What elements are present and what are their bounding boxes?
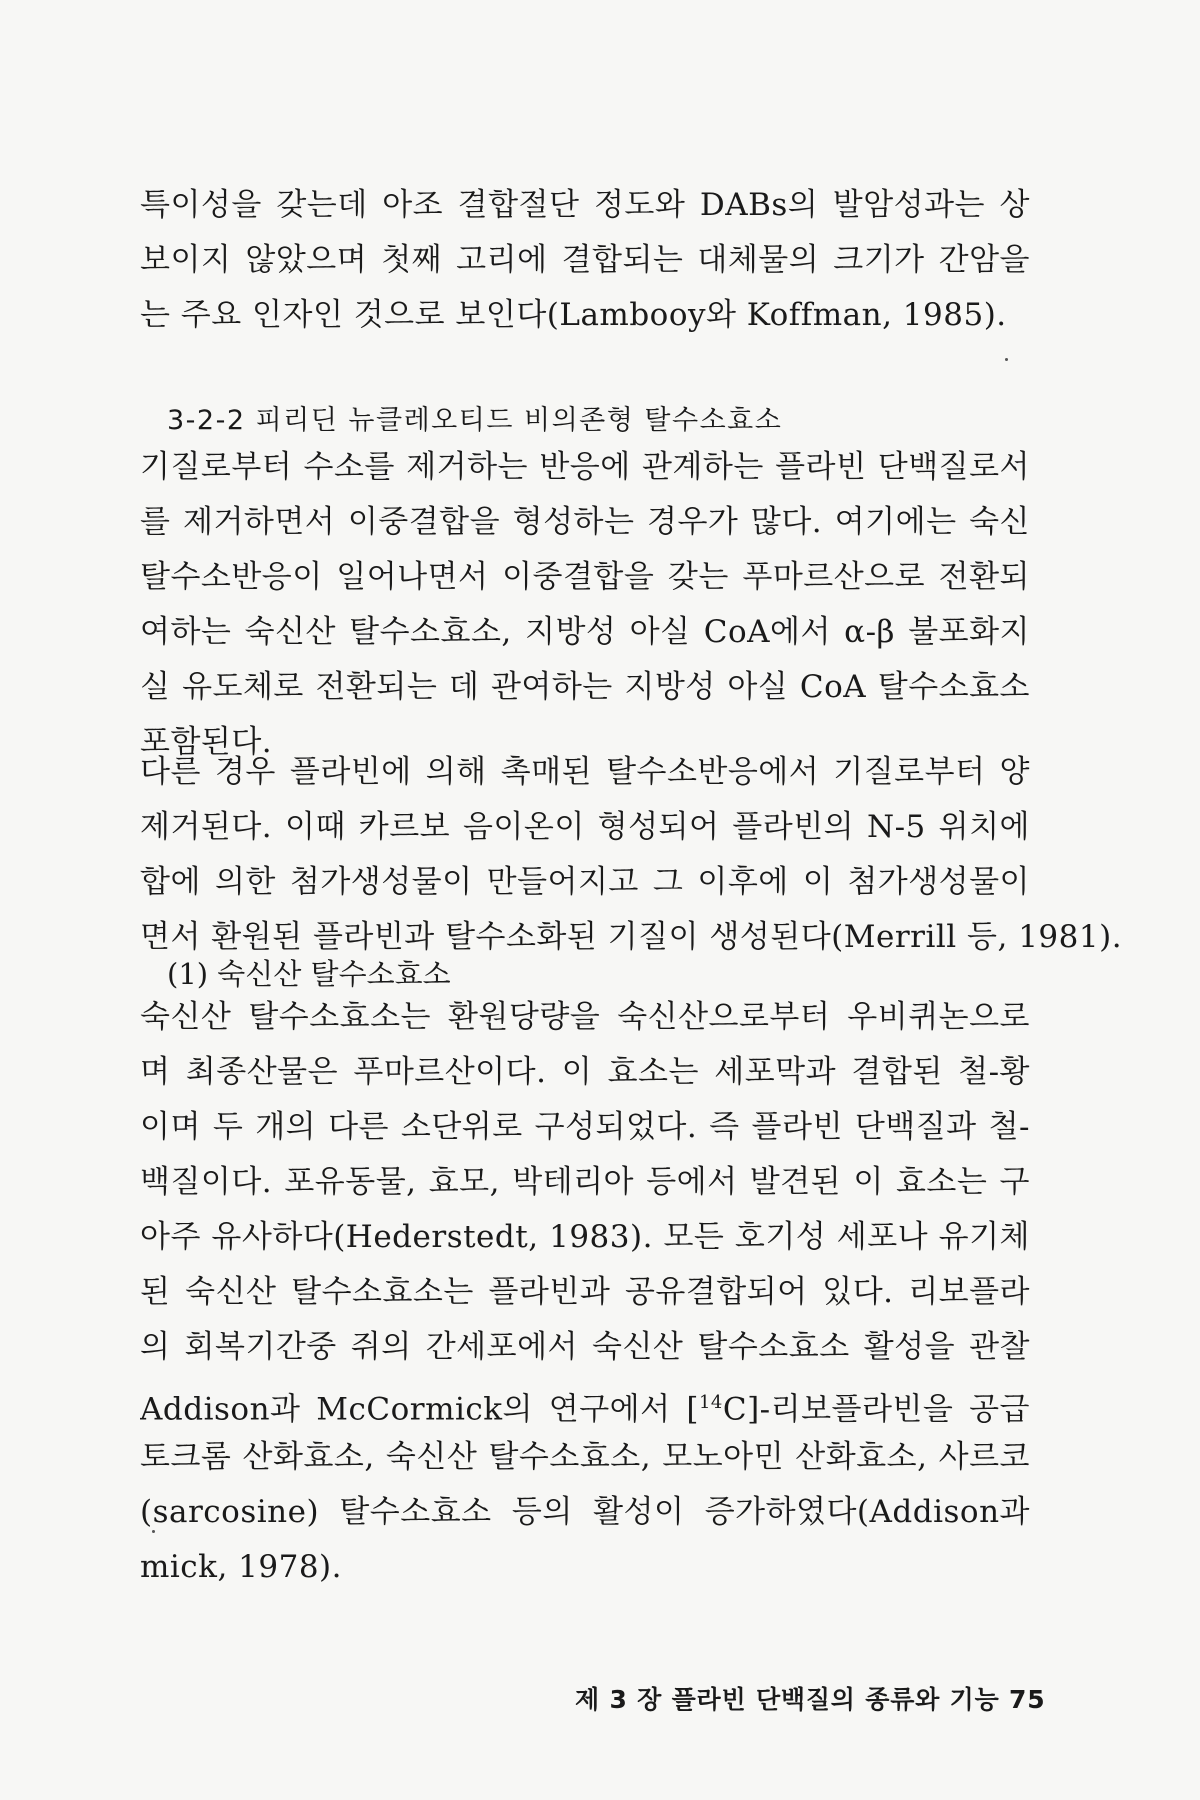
text-line: 며 최종산물은 푸마르산이다. 이 효소는 세포막과 결합된 철-황	[140, 1054, 1030, 1090]
text-line: 특이성을 갖는데 아조 결합절단 정도와 DABs의 발암성과는 상	[140, 187, 1030, 223]
text-line: 실 유도체로 전환되는 데 관여하는 지방성 아실 CoA 탈수소효소	[140, 669, 1030, 705]
subsection-heading: (1) 숙신산 탈수소효소	[167, 957, 451, 991]
text-line: 포함된다.	[140, 724, 273, 760]
paragraph-dehydrogenase-intro	[140, 440, 1030, 770]
text-line: 의 회복기간중 쥐의 간세포에서 숙신산 탈수소효소 활성을 관찰	[140, 1329, 1030, 1365]
text-line: 된 숙신산 탈수소효소는 플라빈과 공유결합되어 있다. 리보플라	[140, 1274, 1030, 1310]
isotope-superscript: 14	[698, 1392, 723, 1413]
text-line: mick, 1978).	[140, 1549, 343, 1585]
text-line: 아주 유사하다(Hederstedt, 1983). 모든 호기성 세포나 유기체	[140, 1219, 1030, 1255]
text-line: 합에 의한 첨가생성물이 만들어지고 그 이후에 이 첨가생성물이	[140, 864, 1030, 900]
text-line: 를 제거하면서 이중결합을 형성하는 경우가 많다. 여기에는 숙신	[140, 504, 1030, 540]
text-line: 탈수소반응이 일어나면서 이중결합을 갖는 푸마르산으로 전환되	[140, 559, 1030, 595]
text-line: 백질이다. 포유동물, 효모, 박테리아 등에서 발견된 이 효소는 구	[140, 1164, 1030, 1200]
text-line: 제거된다. 이때 카르보 음이온이 형성되어 플라빈의 N-5 위치에	[140, 809, 1030, 845]
text-line: 는 주요 인자인 것으로 보인다(Lambooy와 Koffman, 1985).	[140, 297, 1007, 333]
text-line: 다른 경우 플라빈에 의해 촉매된 탈수소반응에서 기질로부터 양	[140, 754, 1030, 790]
text-line: 이며 두 개의 다른 소단위로 구성되었다. 즉 플라빈 단백질과 철-	[140, 1109, 1030, 1145]
text-line: 보이지 않았으며 첫째 고리에 결합되는 대체물의 크기가 간암을	[140, 242, 1030, 278]
text-line: (sarcosine) 탈수소효소 등의 활성이 증가하였다(Addison과	[140, 1494, 1030, 1530]
text-line: Addison과 McCormick의 연구에서 [$^{14}$C]-리보플라빈을 공급	[140, 1391, 1030, 1428]
paragraph-top	[140, 178, 1030, 343]
section-heading: 3-2-2 피리딘 뉴클레오티드 비의존형 탈수소효소	[167, 405, 783, 436]
paragraph-succinate-dehydrogenase	[140, 990, 1030, 1595]
scan-speck	[152, 1530, 155, 1533]
text-line: 면서 환원된 플라빈과 탈수소화된 기질이 생성된다(Merrill 등, 1981).	[140, 919, 1123, 955]
text-line: 숙신산 탈수소효소는 환원당량을 숙신산으로부터 우비퀴논으로	[140, 999, 1030, 1035]
text-line: 여하는 숙신산 탈수소효소, 지방성 아실 CoA에서 α-β 불포화지	[140, 614, 1030, 650]
page-footer: 제 3 장 플라빈 단백질의 종류와 기능 75	[575, 1685, 1046, 1714]
paragraph-carbanion	[140, 745, 1123, 965]
scan-speck	[1005, 358, 1008, 361]
text-line: 토크롬 산화효소, 숙신산 탈수소효소, 모노아민 산화효소, 사르코	[140, 1439, 1030, 1475]
text-line: 기질로부터 수소를 제거하는 반응에 관계하는 플라빈 단백질로서	[140, 449, 1030, 485]
